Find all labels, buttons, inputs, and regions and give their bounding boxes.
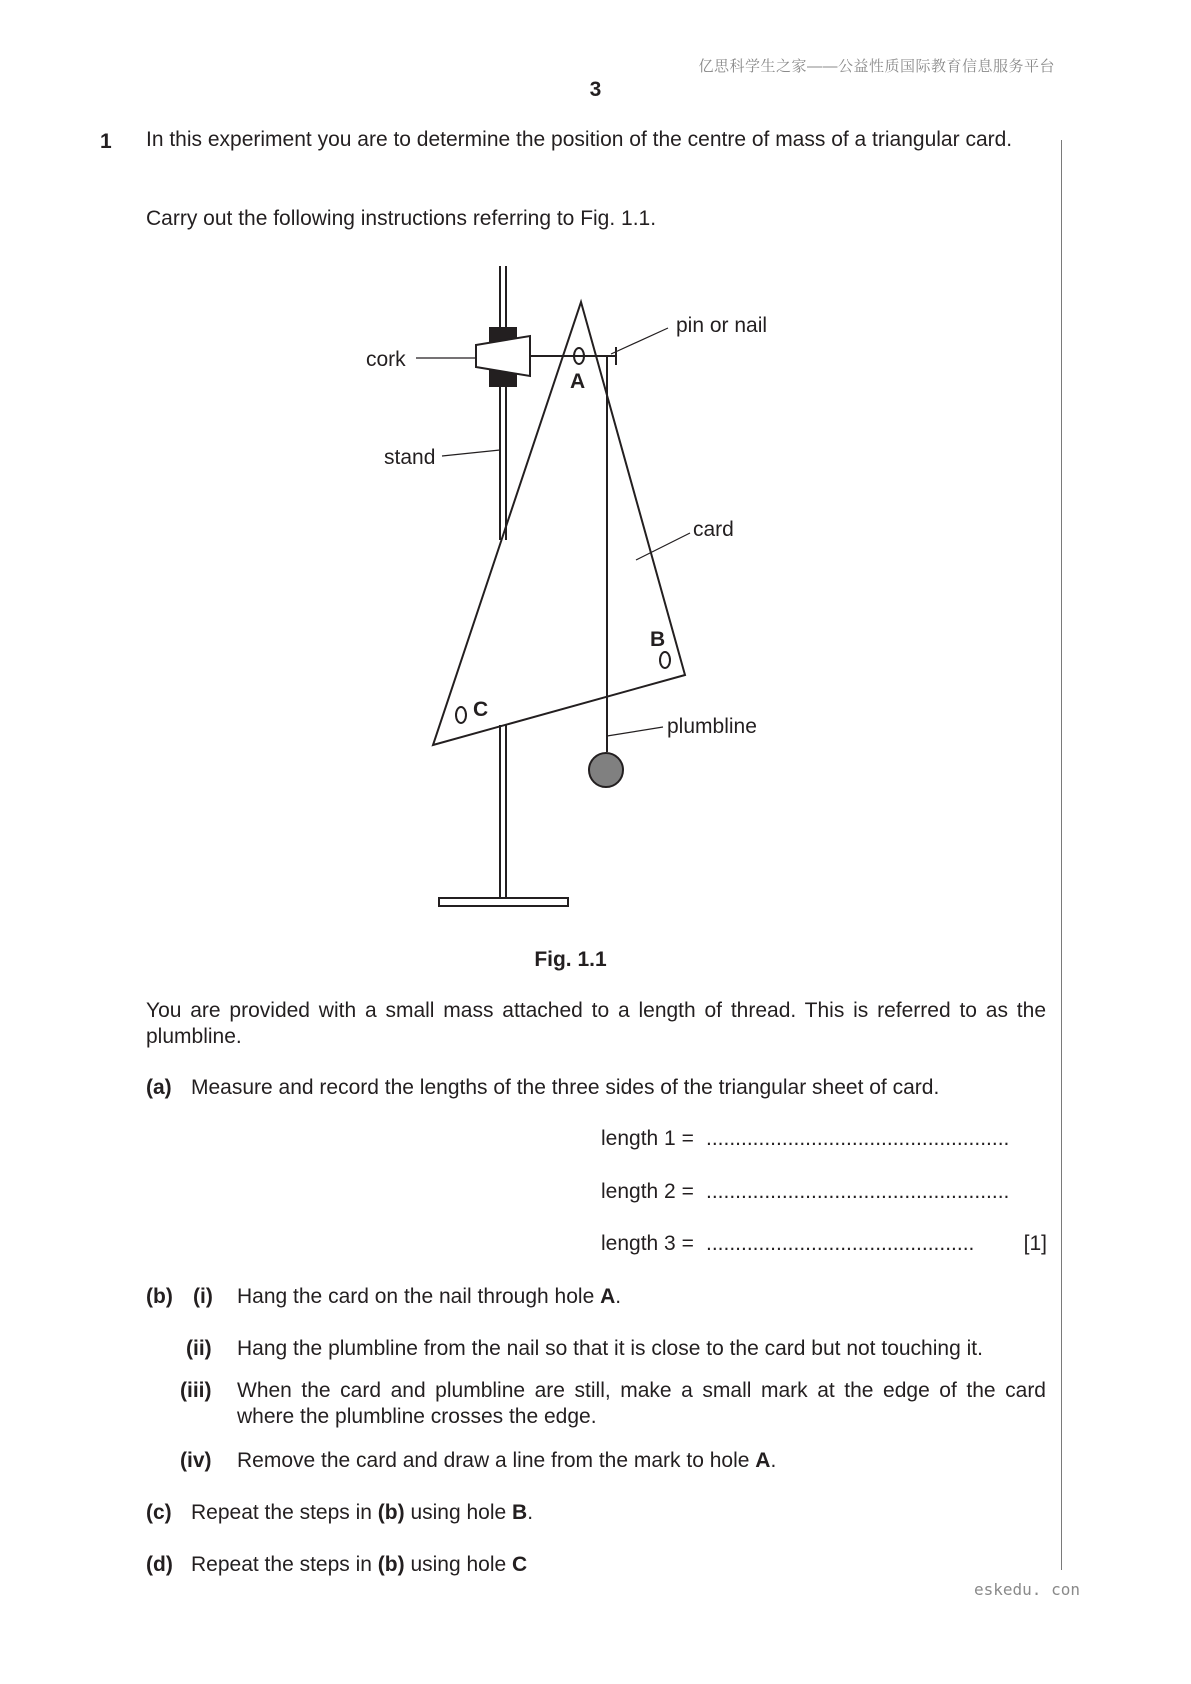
part-c [146, 1500, 1046, 1526]
leader-plumbline [607, 727, 663, 736]
label-cork: cork [366, 348, 406, 371]
length-2-label: length 2 = [601, 1180, 694, 1203]
step-ii-text: Hang the plumbline from the nail so that it is close to the card but not touching it. [237, 1337, 983, 1360]
leader-card [636, 533, 690, 560]
label-plumbline: plumbline [667, 715, 757, 738]
step-i-number: (i) [193, 1285, 213, 1308]
part-c-mid: using hole [404, 1501, 513, 1524]
step-iv-hole: A [755, 1449, 771, 1472]
length-2-answer[interactable]: .................................................... [706, 1180, 1010, 1203]
part-d-mid: using hole [404, 1553, 513, 1576]
length-3-row [601, 1232, 1047, 1256]
part-c-hole: B [512, 1501, 528, 1524]
part-b-i [146, 1284, 1046, 1310]
label-hole-b: B [650, 628, 666, 651]
watermark-bottom: eskedu. con [974, 1580, 1080, 1599]
leader-pin [611, 328, 668, 354]
step-i-end: . [615, 1285, 622, 1308]
length-3-marks: [1] [1023, 1232, 1047, 1255]
part-d-hole: C [512, 1553, 528, 1576]
step-iii-text: When the card and plumbline are still, make a small mark at the edge of the card where the plumbline crosses the edge. [237, 1379, 1046, 1428]
length-3-answer[interactable]: .............................................. [706, 1232, 975, 1255]
cork-shape [476, 336, 530, 376]
question-instruction: Carry out the following instructions referring to Fig. 1.1. [146, 207, 657, 230]
stand-base [439, 898, 568, 906]
length-2-row [601, 1180, 1047, 1204]
hole-c [456, 707, 466, 723]
step-iv-text: Remove the card and draw a line from the mark to hole [237, 1449, 756, 1472]
part-a [146, 1075, 1046, 1101]
figure-caption: Fig. 1.1 [534, 948, 607, 971]
step-i-text: Hang the card on the nail through hole [237, 1285, 601, 1308]
length-1-answer[interactable]: .................................................... [706, 1127, 1010, 1150]
question-number: 1 [100, 130, 112, 153]
plumbline-mass [589, 753, 623, 787]
step-ii-number: (ii) [186, 1337, 212, 1360]
part-c-text: Repeat the steps in [191, 1501, 378, 1524]
part-c-ref: (b) [377, 1501, 405, 1524]
label-pin: pin or nail [676, 314, 768, 337]
step-i-hole: A [600, 1285, 616, 1308]
length-3-label: length 3 = [601, 1232, 694, 1255]
part-d-text: Repeat the steps in [191, 1553, 378, 1576]
step-iv-end: . [770, 1449, 777, 1472]
card-triangle [433, 302, 685, 745]
label-stand: stand [384, 446, 436, 469]
part-d-label: (d) [146, 1553, 173, 1576]
part-a-label: (a) [146, 1076, 172, 1099]
part-c-label: (c) [146, 1501, 172, 1524]
leader-stand [442, 450, 500, 456]
length-1-row [601, 1127, 1047, 1151]
part-d [146, 1552, 1046, 1578]
part-a-text: Measure and record the lengths of the three sides of the triangular sheet of card. [191, 1076, 940, 1099]
label-card: card [693, 518, 734, 541]
part-d-ref: (b) [377, 1553, 405, 1576]
length-1-label: length 1 = [601, 1127, 694, 1150]
hole-b [660, 652, 670, 668]
part-c-end: . [527, 1501, 534, 1524]
watermark-top: 亿思科学生之家——公益性质国际教育信息服务平台 [698, 58, 1055, 75]
label-hole-a: A [570, 370, 586, 393]
label-hole-c: C [473, 698, 489, 721]
question-intro: In this experiment you are to determine the position of the centre of mass of a triangular card. [146, 128, 1013, 151]
plumbline-description: You are provided with a small mass attached to a length of thread. This is referred to as the plumbline. [146, 999, 1046, 1048]
step-iv-number: (iv) [180, 1449, 212, 1472]
part-b-label: (b) [146, 1285, 173, 1308]
page-number: 3 [589, 78, 602, 101]
step-iii-number: (iii) [180, 1379, 212, 1402]
